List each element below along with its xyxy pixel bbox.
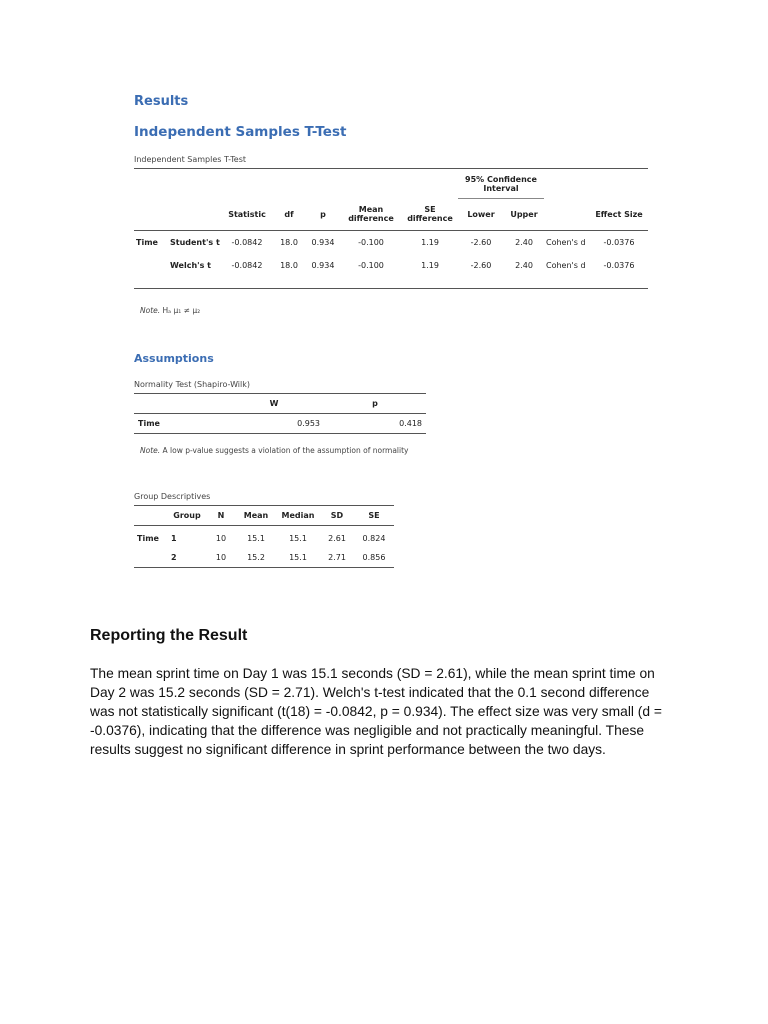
results-heading: Results xyxy=(134,94,189,109)
lower-value: -2.60 xyxy=(470,260,492,270)
col-p: p xyxy=(320,209,326,219)
col-lower: Lower xyxy=(467,210,495,219)
report-title: Reporting the Result xyxy=(90,627,248,644)
se-value: 0.856 xyxy=(362,552,386,562)
w-value: 0.953 xyxy=(297,419,320,428)
table-row xyxy=(134,548,394,568)
table-row xyxy=(134,231,648,259)
se-value: 0.824 xyxy=(362,534,386,544)
effect-value: -0.0376 xyxy=(603,260,635,270)
note-label: Note. xyxy=(140,446,161,455)
table-row xyxy=(134,259,648,289)
median-value: 15.1 xyxy=(289,552,307,562)
effect-value: -0.0376 xyxy=(603,238,635,247)
table-row xyxy=(134,414,426,434)
descriptives-table xyxy=(134,505,394,568)
col-df: df xyxy=(284,209,294,219)
df-value: 18.0 xyxy=(280,238,298,247)
sd-value: 2.61 xyxy=(328,534,346,544)
variable-label: Time xyxy=(138,419,160,428)
ci-header: 95% Confidence Interval xyxy=(458,169,544,199)
sd-value: 2.71 xyxy=(328,552,346,562)
p-value: 0.934 xyxy=(311,238,335,247)
normality-table xyxy=(134,393,426,434)
group-value: 1 xyxy=(171,534,177,544)
assumptions-heading: Assumptions xyxy=(134,352,214,365)
df-value: 18.0 xyxy=(280,260,298,270)
note-text: Hₐ μ₁ ≠ μ₂ xyxy=(162,306,201,315)
note-label: Note. xyxy=(140,306,161,315)
col-w: W xyxy=(269,399,279,408)
descriptives-caption: Group Descriptives xyxy=(134,492,211,501)
statistic-value: -0.0842 xyxy=(231,260,263,270)
normality-note xyxy=(140,446,408,455)
ttest-table xyxy=(134,168,648,289)
variable-label: Time xyxy=(137,534,159,544)
se-diff-value: 1.19 xyxy=(421,260,439,270)
col-se-diff: SE difference xyxy=(407,205,453,224)
upper-value: 2.40 xyxy=(515,238,533,247)
mean-diff-value: -0.100 xyxy=(358,260,384,270)
effect-name: Cohen's d xyxy=(546,238,586,247)
col-sd: SD xyxy=(330,511,344,520)
group-value: 2 xyxy=(171,552,177,562)
mean-value: 15.2 xyxy=(247,552,265,562)
se-diff-value: 1.19 xyxy=(421,238,439,247)
col-group: Group xyxy=(173,511,201,520)
table-row xyxy=(134,526,394,548)
effect-name: Cohen's d xyxy=(546,260,586,270)
mean-diff-value: -0.100 xyxy=(358,238,384,247)
col-p: p xyxy=(372,399,378,408)
normality-caption: Normality Test (Shapiro-Wilk) xyxy=(134,380,251,389)
col-upper: Upper xyxy=(510,210,538,219)
n-value: 10 xyxy=(215,534,227,544)
mean-value: 15.1 xyxy=(247,534,265,544)
col-se: SE xyxy=(368,511,380,520)
lower-value: -2.60 xyxy=(470,238,492,247)
col-n: N xyxy=(217,511,225,520)
p-value: 0.418 xyxy=(399,419,422,428)
statistic-value: -0.0842 xyxy=(231,238,263,247)
p-value: 0.934 xyxy=(311,260,335,270)
report-body: The mean sprint time on Day 1 was 15.1 seconds (SD = 2.61), while the mean sprint time on Day 2 was 15.2 seconds (SD = 2.71). Welch's t-test indicated that the 0.1 second difference was not statistically significant (t(18) = -0.0842, p = 0.934). The effect size was very small (d = -0.0376), indicating that the difference was negligible and not practically meaningful. These results suggest no significant difference in sprint performance between the two days. xyxy=(90,666,662,757)
col-median: Median xyxy=(281,511,315,520)
ttest-table-caption: Independent Samples T-Test xyxy=(134,155,247,164)
upper-value: 2.40 xyxy=(515,260,533,270)
ttest-heading: Independent Samples T-Test xyxy=(134,124,347,140)
note-text: A low p-value suggests a violation of the assumption of normality xyxy=(162,446,409,455)
col-mean-diff: Mean difference xyxy=(348,205,394,224)
test-label: Student's t xyxy=(170,238,220,247)
n-value: 10 xyxy=(215,552,227,562)
col-mean: Mean xyxy=(243,511,269,520)
col-effect-size: Effect Size xyxy=(595,209,643,219)
variable-label: Time xyxy=(136,238,158,247)
test-label: Welch's t xyxy=(170,260,211,270)
col-statistic: Statistic xyxy=(228,209,266,219)
ttest-note xyxy=(140,306,200,315)
median-value: 15.1 xyxy=(289,534,307,544)
